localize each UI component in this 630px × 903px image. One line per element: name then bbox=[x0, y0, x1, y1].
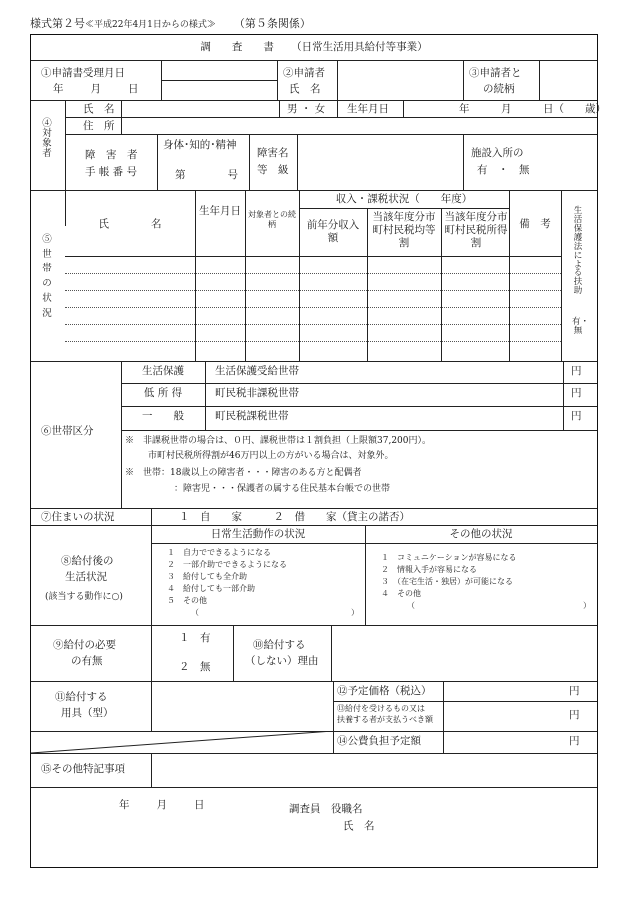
after-label: ⑧給付後の bbox=[61, 555, 114, 567]
investigator-label: 調査員 役職名 bbox=[289, 803, 363, 815]
category-row-welfare: 生活保護 bbox=[142, 365, 184, 377]
form-title bbox=[31, 41, 597, 54]
title-sub: （日常生活用具給付等事業） bbox=[291, 41, 428, 53]
notebook-no-field: 第 号 bbox=[175, 169, 238, 181]
other-header: その他の状況 bbox=[449, 528, 513, 540]
other-item-3[interactable]: ３ （在宅生活・独居）が可能になる bbox=[381, 577, 513, 586]
need-label-2: の有無 bbox=[71, 655, 103, 667]
public-unit: 円 bbox=[569, 735, 580, 747]
category-row-general-desc: 町民税課税世帯 bbox=[215, 410, 289, 422]
survey-form bbox=[30, 34, 606, 868]
price-unit: 円 bbox=[569, 685, 580, 697]
household-col-name: 氏 名 bbox=[98, 218, 162, 230]
notebook-number-label: 手 帳 番 号 bbox=[85, 166, 138, 178]
receipt-date-value: 年 月 日 bbox=[53, 83, 141, 95]
pay-unit: 円 bbox=[569, 709, 580, 721]
applicant-label: ②申請者 bbox=[283, 67, 325, 79]
equipment-label-2: 用具（型） bbox=[61, 707, 114, 719]
subject-section-label: ④対象者 bbox=[42, 118, 52, 159]
category-row-low-unit: 円 bbox=[571, 387, 582, 399]
household-col-birth: 生年月日 bbox=[199, 205, 241, 217]
need-label: ⑨給付の必要 bbox=[53, 639, 116, 651]
footer-date: 年 月 日 bbox=[119, 799, 207, 811]
category-note-3: ※ 世帯：18歳以上の障害者・・・障害のある方と配偶者 bbox=[125, 468, 362, 478]
household-welfare-value[interactable]: 有・無 bbox=[572, 317, 590, 336]
special-label: ⑮その他特記事項 bbox=[41, 763, 125, 775]
other-other-paren: （ ） bbox=[407, 601, 591, 610]
after-label-note: (該当する動作に○) bbox=[45, 592, 123, 602]
reason-label: ⑩給付する bbox=[253, 639, 306, 651]
facility-label: 施設入所の bbox=[471, 147, 524, 159]
daily-item-5[interactable]: ５ その他 bbox=[167, 596, 207, 605]
disability-type-options[interactable]: 身体･知的･精神 bbox=[163, 139, 237, 151]
after-label-2: 生活状況 bbox=[65, 571, 107, 583]
household-col-equal: 当該年度分市町村民税均等割 bbox=[372, 211, 436, 250]
birth-date-value: 年 月 日（ 歳） bbox=[459, 103, 606, 115]
equipment-label: ⑪給付する bbox=[55, 691, 108, 703]
category-row-general: 一 般 bbox=[142, 410, 184, 422]
household-col-income: 前年分収入額 bbox=[306, 219, 360, 245]
household-col-income-group: 収入・課税状況（ 年度） bbox=[335, 193, 473, 205]
category-row-general-unit: 円 bbox=[571, 410, 582, 422]
facility-choice[interactable]: 有 ・ 無 bbox=[477, 164, 530, 176]
form-number: 様式第２号 bbox=[30, 17, 85, 30]
category-row-low: 低 所 得 bbox=[143, 387, 183, 399]
category-row-welfare-desc: 生活保護受給世帯 bbox=[215, 365, 299, 377]
applicant-name-label: 氏 名 bbox=[289, 83, 321, 95]
housing-label: ⑦住まいの状況 bbox=[41, 511, 115, 523]
reason-label-2: （しない）理由 bbox=[245, 655, 319, 667]
daily-item-2[interactable]: ２ 一部介助でできるようになる bbox=[167, 560, 287, 569]
title-main: 調 査 書 bbox=[200, 41, 274, 53]
category-section-label: ⑥世帯区分 bbox=[41, 425, 94, 437]
other-item-4[interactable]: ４ その他 bbox=[381, 589, 421, 598]
price-label: ⑫予定価格（税込） bbox=[337, 685, 432, 697]
article-ref: （第５条関係） bbox=[233, 17, 311, 30]
household-section-label: ⑤世帯の状況 bbox=[42, 234, 52, 319]
daily-item-4[interactable]: ４ 給付しても一部介助 bbox=[167, 584, 255, 593]
grade-label: 等 級 bbox=[257, 164, 289, 176]
public-label: ⑭公費負担予定額 bbox=[337, 735, 421, 747]
era-note: ≪平成22年4月1日からの様式≫ bbox=[85, 20, 216, 30]
category-row-welfare-unit: 円 bbox=[571, 365, 582, 377]
need-yes[interactable]: １ 有 bbox=[179, 632, 211, 644]
form-header bbox=[30, 15, 311, 31]
notebook-label: 障 害 者 bbox=[85, 149, 138, 161]
daily-header: 日常生活動作の状況 bbox=[210, 528, 306, 540]
need-no[interactable]: ２ 無 bbox=[179, 661, 211, 673]
daily-other-paren: （ ） bbox=[191, 608, 359, 617]
daily-item-1[interactable]: １ 自力でできるようになる bbox=[167, 548, 271, 557]
diagonal-strike-icon bbox=[31, 731, 333, 753]
category-note-2: 市町村民税所得割が46万円以上の方がいる場合は、対象外。 bbox=[148, 451, 394, 461]
category-note-1: ※ 非課税世帯の場合は、０円、課税世帯は１割負担（上限額37,200円）。 bbox=[125, 436, 431, 446]
category-row-low-desc: 町民税非課税世帯 bbox=[215, 387, 299, 399]
birth-date-label: 生年月日 bbox=[347, 103, 389, 115]
household-col-income-tax: 当該年度分市町村民税所得割 bbox=[444, 211, 508, 250]
household-col-welfare: 生活保護法による扶助 bbox=[573, 206, 583, 297]
receipt-date-label: ①申請書受理月日 bbox=[41, 67, 125, 79]
sex-select[interactable]: 男 ・ 女 bbox=[287, 103, 326, 115]
household-col-relation: 対象者との続柄 bbox=[248, 210, 296, 229]
disability-grade-label: 障害名 bbox=[257, 147, 289, 159]
investigator-name-label: 氏 名 bbox=[343, 820, 375, 832]
category-note-4: ：障害児・・・保護者の属する住民基本台帳での世帯 bbox=[174, 484, 391, 494]
housing-value[interactable]: １ 自 家 ２ 借 家（貸主の諾否） bbox=[179, 511, 410, 523]
relation-label: ③申請者と bbox=[469, 67, 522, 79]
other-item-1[interactable]: １ コミュニケーションが容易になる bbox=[381, 553, 517, 562]
household-col-remarks: 備 考 bbox=[519, 218, 551, 230]
relation-label-2: の続柄 bbox=[483, 83, 515, 95]
pay-label-2: 扶養する者が支払うべき額 bbox=[337, 715, 433, 724]
subject-name-label: 氏 名 bbox=[83, 103, 115, 115]
pay-label: ⑬給付を受けるもの又は bbox=[337, 704, 425, 713]
address-label: 住 所 bbox=[83, 120, 115, 132]
daily-item-3[interactable]: ３ 給付しても全介助 bbox=[167, 572, 247, 581]
other-item-2[interactable]: ２ 情報入手が容易になる bbox=[381, 565, 477, 574]
